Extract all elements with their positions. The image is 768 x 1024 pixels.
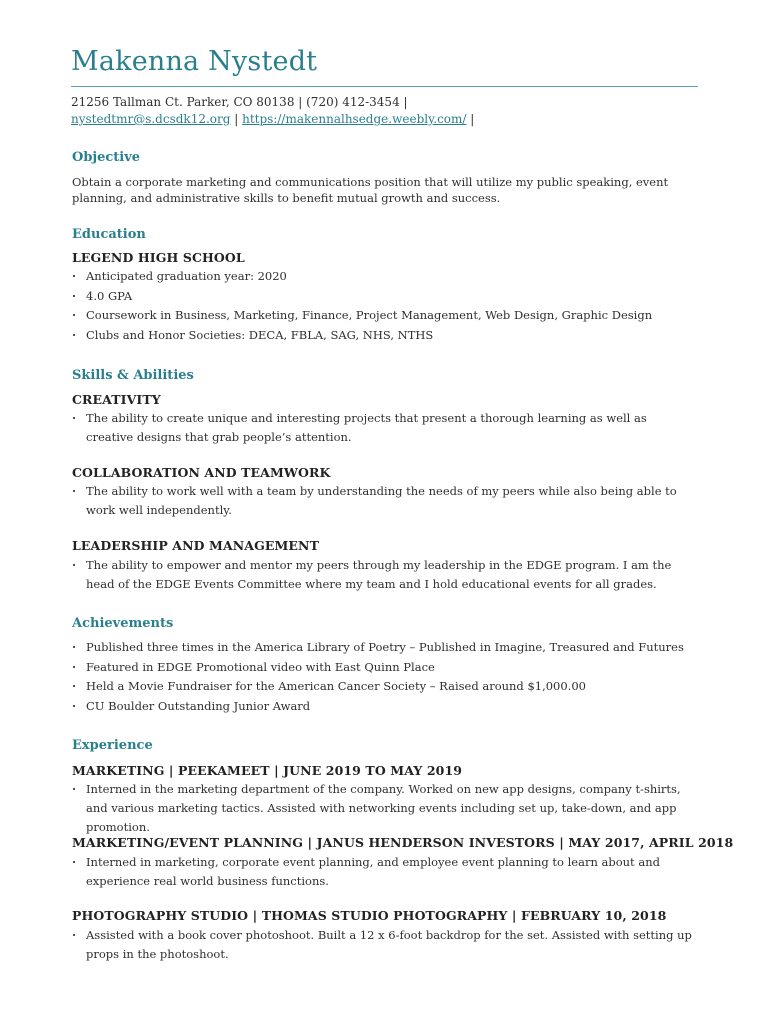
website-link[interactable]: https://makennalhsedge.weebly.com/: [242, 112, 467, 126]
job-photography-title: PHOTOGRAPHY STUDIO | THOMAS STUDIO PHOTOGRAPHY | FEBRUARY 10, 2018: [72, 908, 667, 923]
job-janus-list: [72, 853, 697, 891]
list-item: · The ability to empower and mentor my peers through my leadership in the EDGE program. I am the head of the EDGE Events Committee where my team and I hold educational events for all grades.: [72, 556, 697, 594]
contact-links: [71, 112, 474, 126]
skill-creativity-list: [72, 409, 697, 447]
education-heading: Education: [72, 227, 146, 242]
list-item: · Assisted with a book cover photoshoot. Built a 12 x 6-foot backdrop for the set. Assisted with setting up props in the photoshoot.: [72, 926, 697, 964]
skill-creativity-title: CREATIVITY: [72, 392, 161, 407]
list-item: · Featured in EDGE Promotional video with East Quinn Place: [72, 658, 697, 678]
list-item: · Anticipated graduation year: 2020: [72, 267, 697, 287]
list-item: · Held a Movie Fundraiser for the American Cancer Society – Raised around $1,000.00: [72, 677, 697, 697]
objective-text: Obtain a corporate marketing and communications position that will utilize my public speaking, event planning, and administrative skills to benefit mutual growth and success.: [72, 175, 669, 205]
school-name: LEGEND HIGH SCHOOL: [72, 250, 245, 265]
experience-heading: Experience: [72, 738, 153, 753]
header-divider: [71, 86, 698, 87]
candidate-name: Makenna Nystedt: [71, 46, 318, 77]
skill-collaboration-list: [72, 482, 697, 520]
skill-leadership-title: LEADERSHIP AND MANAGEMENT: [72, 538, 319, 553]
list-item: · The ability to create unique and interesting projects that present a thorough learning as well as creative designs that grab people’s attention.: [72, 409, 697, 447]
objective-heading: Objective: [72, 150, 141, 165]
list-item: · 4.0 GPA: [72, 287, 697, 307]
skill-leadership-list: [72, 556, 697, 594]
education-list: [72, 267, 697, 345]
list-item: · Clubs and Honor Societies: DECA, FBLA, SAG, NHS, NTHS: [72, 326, 697, 346]
job-peekameet-list: [72, 780, 697, 837]
list-item: · Interned in marketing, corporate event planning, and employee event planning to learn about and experience real world business functions.: [72, 853, 697, 891]
job-janus-title: MARKETING/EVENT PLANNING | JANUS HENDERSON INVESTORS | MAY 2017, APRIL 2018: [72, 835, 734, 850]
job-peekameet-title: MARKETING | PEEKAMEET | JUNE 2019 TO MAY 2019: [72, 763, 463, 778]
list-item: · Coursework in Business, Marketing, Finance, Project Management, Web Design, Graphic Design: [72, 306, 697, 326]
achievements-list: [72, 638, 697, 716]
list-item: · CU Boulder Outstanding Junior Award: [72, 697, 697, 717]
achievements-heading: Achievements: [72, 616, 174, 631]
skill-collaboration-title: COLLABORATION AND TEAMWORK: [72, 465, 331, 480]
list-item: · The ability to work well with a team by understanding the needs of my peers while also being able to work well independently.: [72, 482, 697, 520]
list-item: · Interned in the marketing department of the company. Worked on new app designs, company t-shirts, and various marketing tactics. Assisted with networking events including set up, take-down, and app promotion.: [72, 780, 697, 837]
contact-trailing-separator: |: [470, 112, 475, 126]
list-item: · Published three times in the America Library of Poetry – Published in Imagine, Treasured and Futures: [72, 638, 697, 658]
contact-separator: |: [234, 112, 239, 126]
job-photography-list: [72, 926, 697, 964]
contact-address-phone: 21256 Tallman Ct. Parker, CO 80138 | (720) 412-3454 |: [71, 95, 408, 109]
skills-heading: Skills & Abilities: [72, 368, 194, 383]
email-link[interactable]: nystedtmr@s.dcsdk12.org: [71, 112, 231, 126]
